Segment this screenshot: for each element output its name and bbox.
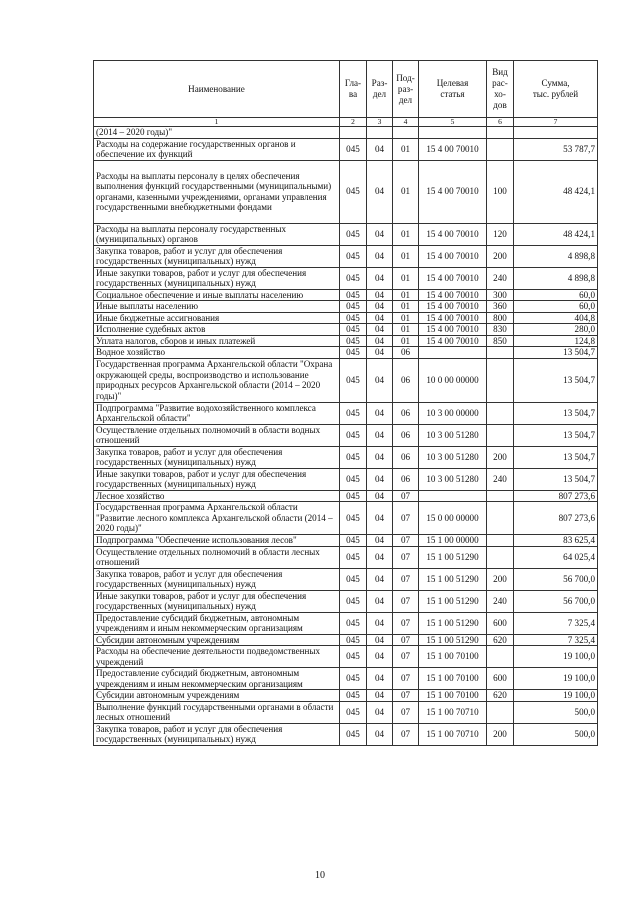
cell-expense-type: 830 bbox=[487, 324, 514, 336]
header-podrazdel: Под- раз- дел bbox=[393, 61, 419, 118]
cell-target-article: 10 3 00 51280 bbox=[419, 468, 487, 490]
cell-name: Лесное хозяйство bbox=[94, 490, 340, 502]
cell-expense-type: 360 bbox=[487, 301, 514, 313]
cell-podrazdel: 07 bbox=[393, 490, 419, 502]
cell-name: Водное хозяйство bbox=[94, 347, 340, 359]
header-expense-type: Вид рас- хо- дов bbox=[487, 61, 514, 118]
cell-name: (2014 – 2020 годы)" bbox=[94, 127, 340, 139]
table-row bbox=[94, 335, 598, 347]
cell-name: Государственная программа Архангельской области "Развитие лесного комплекса Архангельской области (2014 – 2020 годы)" bbox=[94, 502, 340, 535]
column-number: 7 bbox=[514, 118, 598, 127]
column-number: 2 bbox=[340, 118, 367, 127]
cell-expense-type: 240 bbox=[487, 590, 514, 612]
cell-sum: 48 424,1 bbox=[514, 223, 598, 245]
cell-podrazdel: 06 bbox=[393, 347, 419, 359]
cell-target-article: 15 0 00 00000 bbox=[419, 502, 487, 535]
cell-sum: 404,8 bbox=[514, 312, 598, 324]
cell-target-article: 15 4 00 70010 bbox=[419, 301, 487, 313]
table-body bbox=[94, 127, 598, 746]
cell-name: Исполнение судебных актов bbox=[94, 324, 340, 336]
cell-glava: 045 bbox=[340, 502, 367, 535]
cell-podrazdel: 01 bbox=[393, 289, 419, 301]
cell-razdel: 04 bbox=[367, 402, 393, 424]
cell-podrazdel: 06 bbox=[393, 424, 419, 446]
cell-name: Иные закупки товаров, работ и услуг для обеспечения государственных (муниципальных) нужд bbox=[94, 468, 340, 490]
cell-glava: 045 bbox=[340, 301, 367, 313]
cell-sum: 19 100,0 bbox=[514, 646, 598, 668]
cell-glava: 045 bbox=[340, 490, 367, 502]
cell-podrazdel: 07 bbox=[393, 612, 419, 634]
cell-razdel: 04 bbox=[367, 502, 393, 535]
cell-expense-type: 200 bbox=[487, 245, 514, 267]
cell-razdel: 04 bbox=[367, 668, 393, 690]
cell-name: Закупка товаров, работ и услуг для обеспечения государственных (муниципальных) нужд bbox=[94, 568, 340, 590]
cell-razdel: 04 bbox=[367, 590, 393, 612]
header-row bbox=[94, 61, 598, 118]
cell-razdel: 04 bbox=[367, 634, 393, 646]
table-row bbox=[94, 267, 598, 289]
budget-table-container bbox=[93, 60, 597, 746]
cell-podrazdel: 01 bbox=[393, 335, 419, 347]
cell-expense-type: 620 bbox=[487, 690, 514, 702]
cell-name: Иные закупки товаров, работ и услуг для обеспечения государственных (муниципальных) нужд bbox=[94, 590, 340, 612]
cell-razdel: 04 bbox=[367, 424, 393, 446]
cell-razdel: 04 bbox=[367, 289, 393, 301]
cell-sum: 7 325,4 bbox=[514, 634, 598, 646]
cell-sum: 807 273,6 bbox=[514, 490, 598, 502]
cell-name: Закупка товаров, работ и услуг для обеспечения государственных (муниципальных) нужд bbox=[94, 245, 340, 267]
header-target-article: Целевая статья bbox=[419, 61, 487, 118]
cell-glava: 045 bbox=[340, 568, 367, 590]
cell-sum: 13 504,7 bbox=[514, 468, 598, 490]
cell-name: Подпрограмма "Обеспечение использования лесов" bbox=[94, 535, 340, 547]
cell-razdel bbox=[367, 127, 393, 139]
cell-target-article: 10 3 00 00000 bbox=[419, 402, 487, 424]
cell-podrazdel: 07 bbox=[393, 668, 419, 690]
table-row bbox=[94, 568, 598, 590]
cell-sum: 48 424,1 bbox=[514, 160, 598, 223]
cell-razdel: 04 bbox=[367, 646, 393, 668]
cell-name: Предоставление субсидий бюджетным, автономным учреждениям и иным некоммерческим организациям bbox=[94, 668, 340, 690]
table-row bbox=[94, 668, 598, 690]
cell-podrazdel: 06 bbox=[393, 402, 419, 424]
cell-target-article: 15 1 00 70100 bbox=[419, 668, 487, 690]
cell-podrazdel: 01 bbox=[393, 160, 419, 223]
cell-glava: 045 bbox=[340, 267, 367, 289]
cell-glava: 045 bbox=[340, 668, 367, 690]
cell-expense-type: 800 bbox=[487, 312, 514, 324]
cell-podrazdel: 07 bbox=[393, 590, 419, 612]
header-razdel: Раз- дел bbox=[367, 61, 393, 118]
table-row bbox=[94, 127, 598, 139]
table-row bbox=[94, 535, 598, 547]
cell-sum: 13 504,7 bbox=[514, 446, 598, 468]
table-row bbox=[94, 245, 598, 267]
budget-table bbox=[93, 60, 598, 746]
cell-glava: 045 bbox=[340, 289, 367, 301]
cell-target-article bbox=[419, 127, 487, 139]
header-sum: Сумма, тыс. рублей bbox=[514, 61, 598, 118]
cell-podrazdel: 06 bbox=[393, 468, 419, 490]
cell-podrazdel: 01 bbox=[393, 312, 419, 324]
cell-podrazdel: 01 bbox=[393, 245, 419, 267]
cell-target-article bbox=[419, 347, 487, 359]
table-row bbox=[94, 223, 598, 245]
cell-glava: 045 bbox=[340, 160, 367, 223]
cell-razdel: 04 bbox=[367, 701, 393, 723]
cell-name: Субсидии автономным учреждениям bbox=[94, 690, 340, 702]
cell-glava: 045 bbox=[340, 402, 367, 424]
cell-target-article: 15 4 00 70010 bbox=[419, 160, 487, 223]
cell-glava: 045 bbox=[340, 546, 367, 568]
cell-sum: 64 025,4 bbox=[514, 546, 598, 568]
cell-glava: 045 bbox=[340, 646, 367, 668]
cell-expense-type: 240 bbox=[487, 468, 514, 490]
cell-podrazdel: 07 bbox=[393, 535, 419, 547]
cell-target-article: 15 1 00 70710 bbox=[419, 723, 487, 745]
cell-sum: 53 787,7 bbox=[514, 138, 598, 160]
cell-glava: 045 bbox=[340, 535, 367, 547]
table-row bbox=[94, 424, 598, 446]
cell-podrazdel: 01 bbox=[393, 324, 419, 336]
cell-expense-type bbox=[487, 502, 514, 535]
cell-name: Закупка товаров, работ и услуг для обеспечения государственных (муниципальных) нужд bbox=[94, 723, 340, 745]
cell-glava: 045 bbox=[340, 690, 367, 702]
cell-sum: 13 504,7 bbox=[514, 358, 598, 402]
cell-name: Социальное обеспечение и иные выплаты населению bbox=[94, 289, 340, 301]
cell-expense-type: 200 bbox=[487, 723, 514, 745]
table-row bbox=[94, 590, 598, 612]
cell-glava: 045 bbox=[340, 446, 367, 468]
cell-glava: 045 bbox=[340, 634, 367, 646]
cell-name: Иные выплаты населению bbox=[94, 301, 340, 313]
cell-glava: 045 bbox=[340, 701, 367, 723]
cell-podrazdel: 07 bbox=[393, 723, 419, 745]
table-row bbox=[94, 301, 598, 313]
cell-sum: 13 504,7 bbox=[514, 424, 598, 446]
cell-podrazdel: 07 bbox=[393, 502, 419, 535]
cell-sum: 60,0 bbox=[514, 289, 598, 301]
cell-expense-type bbox=[487, 424, 514, 446]
cell-sum: 807 273,6 bbox=[514, 502, 598, 535]
cell-target-article: 15 4 00 70010 bbox=[419, 245, 487, 267]
cell-target-article: 10 3 00 51280 bbox=[419, 446, 487, 468]
cell-podrazdel: 01 bbox=[393, 267, 419, 289]
table-row bbox=[94, 502, 598, 535]
cell-expense-type: 200 bbox=[487, 446, 514, 468]
table-row bbox=[94, 289, 598, 301]
cell-razdel: 04 bbox=[367, 324, 393, 336]
cell-podrazdel: 01 bbox=[393, 301, 419, 313]
cell-razdel: 04 bbox=[367, 690, 393, 702]
cell-expense-type: 240 bbox=[487, 267, 514, 289]
cell-glava: 045 bbox=[340, 138, 367, 160]
cell-target-article: 15 1 00 51290 bbox=[419, 612, 487, 634]
cell-sum: 13 504,7 bbox=[514, 347, 598, 359]
cell-razdel: 04 bbox=[367, 535, 393, 547]
cell-razdel: 04 bbox=[367, 546, 393, 568]
cell-sum: 4 898,8 bbox=[514, 267, 598, 289]
cell-expense-type bbox=[487, 490, 514, 502]
cell-name: Осуществление отдельных полномочий в области лесных отношений bbox=[94, 546, 340, 568]
cell-podrazdel: 06 bbox=[393, 358, 419, 402]
cell-name: Расходы на выплаты персоналу в целях обеспечения выполнения функций государственными (муниципальными) органами, казенными учреждениями, органами управления государственными внебюджетными фондами bbox=[94, 160, 340, 223]
cell-razdel: 04 bbox=[367, 335, 393, 347]
cell-target-article: 15 4 00 70010 bbox=[419, 335, 487, 347]
cell-sum: 56 700,0 bbox=[514, 590, 598, 612]
cell-name: Уплата налогов, сборов и иных платежей bbox=[94, 335, 340, 347]
cell-sum: 19 100,0 bbox=[514, 690, 598, 702]
cell-expense-type: 100 bbox=[487, 160, 514, 223]
cell-name: Осуществление отдельных полномочий в области водных отношений bbox=[94, 424, 340, 446]
cell-expense-type bbox=[487, 127, 514, 139]
cell-name: Выполнение функций государственными органами в области лесных отношений bbox=[94, 701, 340, 723]
cell-name: Закупка товаров, работ и услуг для обеспечения государственных (муниципальных) нужд bbox=[94, 446, 340, 468]
cell-sum: 60,0 bbox=[514, 301, 598, 313]
cell-glava: 045 bbox=[340, 612, 367, 634]
cell-sum: 280,0 bbox=[514, 324, 598, 336]
cell-glava: 045 bbox=[340, 468, 367, 490]
cell-glava: 045 bbox=[340, 358, 367, 402]
table-row bbox=[94, 612, 598, 634]
cell-name: Расходы на обеспечение деятельности подведомственных учреждений bbox=[94, 646, 340, 668]
table-row bbox=[94, 723, 598, 745]
cell-name: Подпрограмма "Развитие водохозяйственного комплекса Архангельской области" bbox=[94, 402, 340, 424]
cell-razdel: 04 bbox=[367, 358, 393, 402]
cell-target-article: 15 1 00 51290 bbox=[419, 568, 487, 590]
table-row bbox=[94, 468, 598, 490]
cell-expense-type: 620 bbox=[487, 634, 514, 646]
cell-target-article: 10 3 00 51280 bbox=[419, 424, 487, 446]
cell-sum: 56 700,0 bbox=[514, 568, 598, 590]
table-row bbox=[94, 690, 598, 702]
cell-glava: 045 bbox=[340, 335, 367, 347]
cell-target-article: 15 1 00 51290 bbox=[419, 634, 487, 646]
table-row bbox=[94, 701, 598, 723]
cell-sum: 7 325,4 bbox=[514, 612, 598, 634]
cell-expense-type: 300 bbox=[487, 289, 514, 301]
table-row bbox=[94, 402, 598, 424]
cell-expense-type bbox=[487, 701, 514, 723]
cell-razdel: 04 bbox=[367, 245, 393, 267]
table-row bbox=[94, 634, 598, 646]
cell-razdel: 04 bbox=[367, 347, 393, 359]
cell-expense-type: 850 bbox=[487, 335, 514, 347]
cell-glava: 045 bbox=[340, 590, 367, 612]
cell-sum: 19 100,0 bbox=[514, 668, 598, 690]
cell-target-article: 15 4 00 70010 bbox=[419, 289, 487, 301]
table-row bbox=[94, 546, 598, 568]
cell-target-article: 15 1 00 51290 bbox=[419, 590, 487, 612]
table-row bbox=[94, 324, 598, 336]
cell-target-article: 10 0 00 00000 bbox=[419, 358, 487, 402]
cell-glava: 045 bbox=[340, 245, 367, 267]
cell-expense-type bbox=[487, 646, 514, 668]
header-glava: Гла- ва bbox=[340, 61, 367, 118]
cell-target-article: 15 1 00 70710 bbox=[419, 701, 487, 723]
cell-podrazdel: 01 bbox=[393, 223, 419, 245]
cell-razdel: 04 bbox=[367, 223, 393, 245]
cell-target-article: 15 1 00 70100 bbox=[419, 646, 487, 668]
cell-name: Расходы на содержание государственных органов и обеспечение их функций bbox=[94, 138, 340, 160]
cell-sum: 500,0 bbox=[514, 701, 598, 723]
table-row bbox=[94, 138, 598, 160]
column-number: 3 bbox=[367, 118, 393, 127]
cell-podrazdel: 07 bbox=[393, 634, 419, 646]
cell-expense-type bbox=[487, 138, 514, 160]
cell-podrazdel: 06 bbox=[393, 446, 419, 468]
cell-glava: 045 bbox=[340, 324, 367, 336]
cell-name: Иные бюджетные ассигнования bbox=[94, 312, 340, 324]
cell-glava bbox=[340, 127, 367, 139]
cell-expense-type: 600 bbox=[487, 612, 514, 634]
cell-target-article: 15 1 00 70100 bbox=[419, 690, 487, 702]
cell-glava: 045 bbox=[340, 347, 367, 359]
cell-razdel: 04 bbox=[367, 138, 393, 160]
cell-podrazdel bbox=[393, 127, 419, 139]
cell-sum: 124,8 bbox=[514, 335, 598, 347]
cell-target-article: 15 4 00 70010 bbox=[419, 324, 487, 336]
cell-sum: 500,0 bbox=[514, 723, 598, 745]
cell-expense-type bbox=[487, 347, 514, 359]
cell-razdel: 04 bbox=[367, 312, 393, 324]
cell-target-article bbox=[419, 490, 487, 502]
cell-podrazdel: 01 bbox=[393, 138, 419, 160]
cell-target-article: 15 1 00 51290 bbox=[419, 546, 487, 568]
cell-razdel: 04 bbox=[367, 490, 393, 502]
page-number: 10 bbox=[315, 870, 325, 881]
cell-target-article: 15 4 00 70010 bbox=[419, 223, 487, 245]
cell-sum: 4 898,8 bbox=[514, 245, 598, 267]
column-number: 4 bbox=[393, 118, 419, 127]
column-number: 5 bbox=[419, 118, 487, 127]
cell-name: Субсидии автономным учреждениям bbox=[94, 634, 340, 646]
cell-expense-type: 120 bbox=[487, 223, 514, 245]
cell-expense-type bbox=[487, 358, 514, 402]
cell-expense-type: 200 bbox=[487, 568, 514, 590]
cell-podrazdel: 07 bbox=[393, 646, 419, 668]
cell-name: Иные закупки товаров, работ и услуг для обеспечения государственных (муниципальных) нужд bbox=[94, 267, 340, 289]
cell-name: Предоставление субсидий бюджетным, автономным учреждениям и иным некоммерческим организациям bbox=[94, 612, 340, 634]
cell-razdel: 04 bbox=[367, 723, 393, 745]
cell-sum: 83 625,4 bbox=[514, 535, 598, 547]
table-row bbox=[94, 490, 598, 502]
cell-target-article: 15 4 00 70010 bbox=[419, 138, 487, 160]
table-row bbox=[94, 347, 598, 359]
cell-podrazdel: 07 bbox=[393, 690, 419, 702]
cell-razdel: 04 bbox=[367, 446, 393, 468]
cell-glava: 045 bbox=[340, 312, 367, 324]
cell-expense-type bbox=[487, 535, 514, 547]
cell-sum: 13 504,7 bbox=[514, 402, 598, 424]
cell-target-article: 15 4 00 70010 bbox=[419, 312, 487, 324]
column-number: 1 bbox=[94, 118, 340, 127]
table-row bbox=[94, 358, 598, 402]
cell-razdel: 04 bbox=[367, 301, 393, 313]
cell-podrazdel: 07 bbox=[393, 546, 419, 568]
cell-razdel: 04 bbox=[367, 468, 393, 490]
table-row bbox=[94, 160, 598, 223]
cell-name: Государственная программа Архангельской области "Охрана окружающей среды, воспроизводство и использование природных ресурсов Архангельской области (2014 – 2020 годы)" bbox=[94, 358, 340, 402]
cell-glava: 045 bbox=[340, 223, 367, 245]
column-number: 6 bbox=[487, 118, 514, 127]
table-row bbox=[94, 312, 598, 324]
cell-expense-type bbox=[487, 546, 514, 568]
cell-podrazdel: 07 bbox=[393, 568, 419, 590]
table-row bbox=[94, 446, 598, 468]
cell-sum bbox=[514, 127, 598, 139]
cell-name: Расходы на выплаты персоналу государственных (муниципальных) органов bbox=[94, 223, 340, 245]
cell-razdel: 04 bbox=[367, 568, 393, 590]
cell-glava: 045 bbox=[340, 424, 367, 446]
cell-expense-type bbox=[487, 402, 514, 424]
column-number-row bbox=[94, 118, 598, 127]
cell-target-article: 15 4 00 70010 bbox=[419, 267, 487, 289]
cell-podrazdel: 07 bbox=[393, 701, 419, 723]
cell-razdel: 04 bbox=[367, 160, 393, 223]
cell-razdel: 04 bbox=[367, 267, 393, 289]
cell-razdel: 04 bbox=[367, 612, 393, 634]
cell-glava: 045 bbox=[340, 723, 367, 745]
header-name: Наименование bbox=[94, 61, 340, 118]
cell-expense-type: 600 bbox=[487, 668, 514, 690]
table-row bbox=[94, 646, 598, 668]
cell-target-article: 15 1 00 00000 bbox=[419, 535, 487, 547]
